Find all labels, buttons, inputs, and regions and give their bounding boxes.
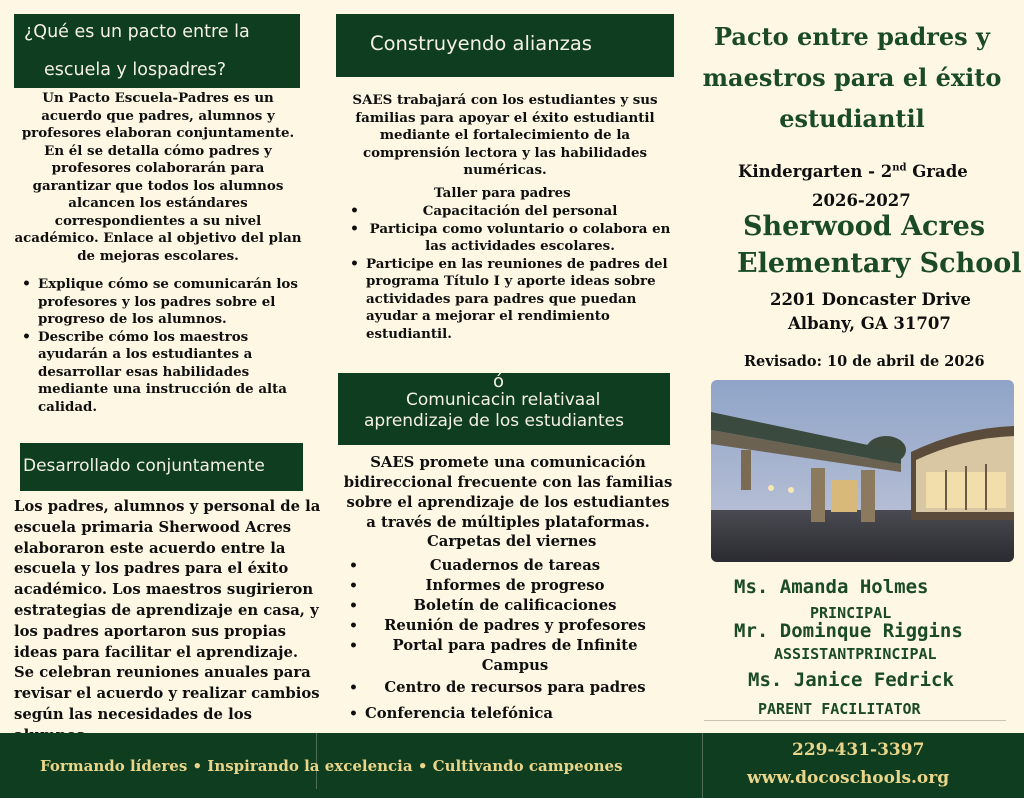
footer-motto: Formando líderes • Inspirando la excelencia • Cultivando campeones	[40, 757, 623, 775]
grade-range-suffix: nd	[892, 162, 907, 174]
brochure-title: Pacto entre padres y maestros para el éxito estudiantil	[702, 22, 1002, 133]
alliances-text: SAES trabajará con los estudiantes y sus familias para apoyar el éxito estudiantil mediante el fortalecimiento de la comprensión lectora y las habilidades numéricas.	[352, 92, 658, 178]
alliance-list	[346, 203, 674, 343]
heading-communication-line1: Comunicacin relativaal	[406, 390, 601, 410]
staff-assistant-name: Mr. Dominque Riggins	[734, 620, 963, 642]
alliance-item-text: Capacitación del personal	[422, 203, 618, 219]
heading-what-is-compact-line2: escuela y lospadres?	[44, 60, 227, 80]
communication-text: SAES promete una comunicación bidireccional frecuente con las familias sobre el aprendizaje de los estudiantes a través de múltiples plataformas.	[343, 454, 673, 531]
communication-list	[345, 556, 665, 724]
communication-item	[345, 556, 665, 576]
heading-building-alliances	[336, 14, 674, 77]
alliance-item	[346, 221, 674, 256]
footer-bar	[0, 733, 1024, 798]
developed-jointly-text: Los padres, alumnos y personal de la escuela primaria Sherwood Acres elaboraron este acuerdo entre la escuela y los padres para el éxito académico. Los maestros sugirieron estrategias de aprendizaje en casa, y los padres aportaron sus propias ideas para facilitar el aprendizaje. Se celebran reuniones anuales para revisar el acuerdo y realizar cambios según las necesidades de los	[14, 498, 321, 723]
communication-item	[345, 678, 665, 698]
column-divider-line	[704, 720, 1006, 721]
communication-item	[345, 576, 665, 596]
staff-principal-role: PRINCIPAL	[810, 604, 892, 622]
staff-principal-name: Ms. Amanda Holmes	[734, 576, 929, 598]
heading-communication-line2: aprendizaje de los estudiantes	[364, 411, 624, 431]
heading-what-is-compact-line1: ¿Qué es un pacto entre la	[24, 22, 250, 42]
communication-item	[345, 616, 665, 636]
compact-bullet-item: • Describe cómo los maestros ayudarán a los estudiantes a desarrollar esas habilidades mediante una instrucción de alta calidad.	[18, 329, 304, 417]
school-name-line2: Elementary School	[737, 248, 1022, 279]
communication-item-text: Cuadernos de tareas	[429, 557, 601, 574]
communication-item	[345, 704, 665, 724]
parent-workshop-label: Taller para padres	[434, 185, 571, 201]
alliance-item-text: Participa como voluntario o colabora en las actividades escolares.	[369, 220, 671, 254]
compact-bullet-item: • Explique cómo se comunicarán los profesores y los padres sobre el progreso de los alumnos.	[18, 276, 304, 329]
grade-range-text: Kindergarten - 2	[738, 162, 893, 181]
footer-website-link[interactable]: www.docoschools.org	[747, 768, 950, 788]
communication-item-text: Conferencia telefónica	[365, 705, 554, 722]
compact-bullet-list	[18, 276, 304, 416]
school-building-photo	[711, 380, 1014, 562]
address-line2: Albany, GA 31707	[788, 314, 951, 333]
heading-communication	[338, 373, 670, 445]
alliance-item-text: Participe en las reuniones de padres del programa Título I y aporte ideas sobre actividades para padres que puedan ayudar a mejorar el rendimiento estudiantil.	[366, 255, 668, 342]
alliance-item	[346, 203, 674, 221]
communication-item-text: Informes de progreso	[425, 577, 605, 594]
friday-folders-label: Carpetas del viernes	[427, 533, 597, 550]
staff-facilitator-role: PARENT FACILITATOR	[758, 700, 921, 718]
communication-item-text: Portal para padres de Infinite Campus	[392, 637, 638, 674]
heading-communication-accent: ó	[493, 371, 505, 392]
communication-item-text: Reunión de padres y profesores	[384, 617, 646, 634]
footer-phone[interactable]: 229-431-3397	[792, 740, 925, 760]
footer-divider	[702, 733, 703, 798]
school-name-line1: Sherwood Acres	[743, 211, 986, 242]
heading-what-is-compact	[14, 14, 300, 88]
communication-item	[345, 636, 665, 676]
address-line1: 2201 Doncaster Drive	[770, 290, 971, 309]
communication-item-text: Boletín de calificaciones	[413, 597, 617, 614]
revised-date: Revisado: 10 de abril de 2026	[744, 353, 985, 370]
grade-range	[738, 162, 968, 181]
staff-facilitator-name: Ms. Janice Fedrick	[748, 669, 954, 691]
communication-item-text: Centro de recursos para padres	[384, 679, 646, 696]
heading-developed-jointly-label: Desarrollado conjuntamente	[23, 456, 265, 476]
compact-intro-text: Un Pacto Escuela-Padres es un acuerdo que padres, alumnos y profesores elaboran conjuntamente. En él se detalla cómo padres y profesores colaborarán para garantizar que todos los alumnos alcancen los estándares correspondientes a su nivel académico. Enlace al objetivo del plan de mejoras escolares.	[14, 90, 302, 264]
heading-building-alliances-label: Construyendo alianzas	[370, 32, 592, 55]
school-year: 2026-2027	[812, 191, 911, 210]
communication-item	[345, 596, 665, 616]
heading-developed-jointly	[20, 443, 303, 491]
staff-assistant-role: ASSISTANTPRINCIPAL	[774, 645, 937, 663]
grade-range-grade: Grade	[906, 162, 968, 181]
alliance-item	[346, 256, 674, 344]
